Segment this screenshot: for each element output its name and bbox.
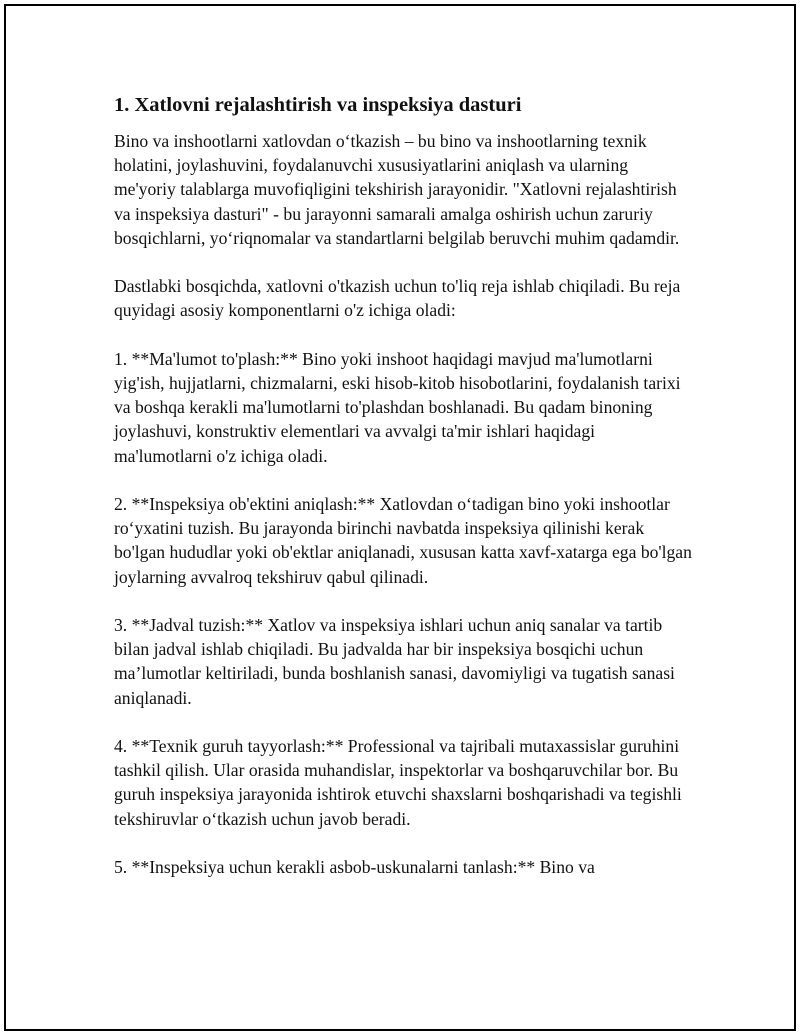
list-item-equipment: 5. **Inspeksiya uchun kerakli asbob-uskunalarni tanlash:** Bino va — [114, 857, 595, 877]
list-item-technical-team: 4. **Texnik guruh tayyorlash:** Professional va tajribali mutaxassislar guruhini tashkil qilish. Ular orasida muhandislar, inspektorlar va boshqaruvchilar bor. Bu guruh inspeksiya jarayonida ishtirok etuvchi shaxslarni boshqarishadi va tegishli tekshiruvlar o‘tkazish uchun javob beradi. — [114, 736, 682, 829]
list-item-schedule: 3. **Jadval tuzish:** Xatlov va inspeksiya ishlari uchun aniq sanalar va tartib bilan jadval ishlab chiqiladi. Bu jadvalda har bir inspeksiya bosqichi uchun ma’lumotlar keltiriladi, bunda boshlanish sanasi, davomiyligi va tugatish sanasi aniqlanadi. — [114, 615, 675, 708]
document-body — [114, 92, 694, 903]
intro-paragraph: Bino va inshootlarni xatlovdan o‘tkazish – bu bino va inshootlarning texnik holatini, joylashuvini, foydalanuvchi xususiyatlarini aniqlash va ularning me'yoriy talablarga muvofiqligini tekshirish jarayonidir. "Xatlovni rejalashtirish va inspeksiya dasturi" - bu jarayonni samarali amalga oshirish uchun zaruriy bosqichlarni, yo‘riqnomalar va standartlarni belgilab beruvchi muhim qadamdir. — [114, 131, 680, 248]
section-title: 1. Xatlovni rejalashtirish va inspeksiya dasturi — [114, 94, 522, 116]
plan-paragraph: Dastlabki bosqichda, xatlovni o'tkazish uchun to'liq reja ishlab chiqiladi. Bu reja quyidagi asosiy komponentlarni o'z ichiga oladi: — [114, 276, 681, 321]
list-item-inspection-object: 2. **Inspeksiya ob'ektini aniqlash:** Xatlovdan o‘tadigan bino yoki inshootlar ro‘yxatini tuzish. Bu jarayonda birinchi navbatda inspeksiya qilinishi kerak bo'lgan hududlar yoki ob'ektlar aniqlanadi, xususan katta xavf-xatarga ega bo'lgan joylarning avvalroq tekshiruv qabul qilinadi. — [114, 494, 692, 587]
list-item-data-collection: 1. **Ma'lumot to'plash:** Bino yoki inshoot haqidagi mavjud ma'lumotlarni yig'ish, hujjatlarni, chizmalarni, eski hisob-kitob hisobotlarini, foydalanish tarixi va boshqa kerakli ma'lumotlarni to'plashdan boshlanadi. Bu qadam binoning joylashuvi, konstruktiv elementlari va avvalgi ta'mir ishlari haqidagi ma'lumotlarni o'z ichiga oladi. — [114, 348, 681, 466]
